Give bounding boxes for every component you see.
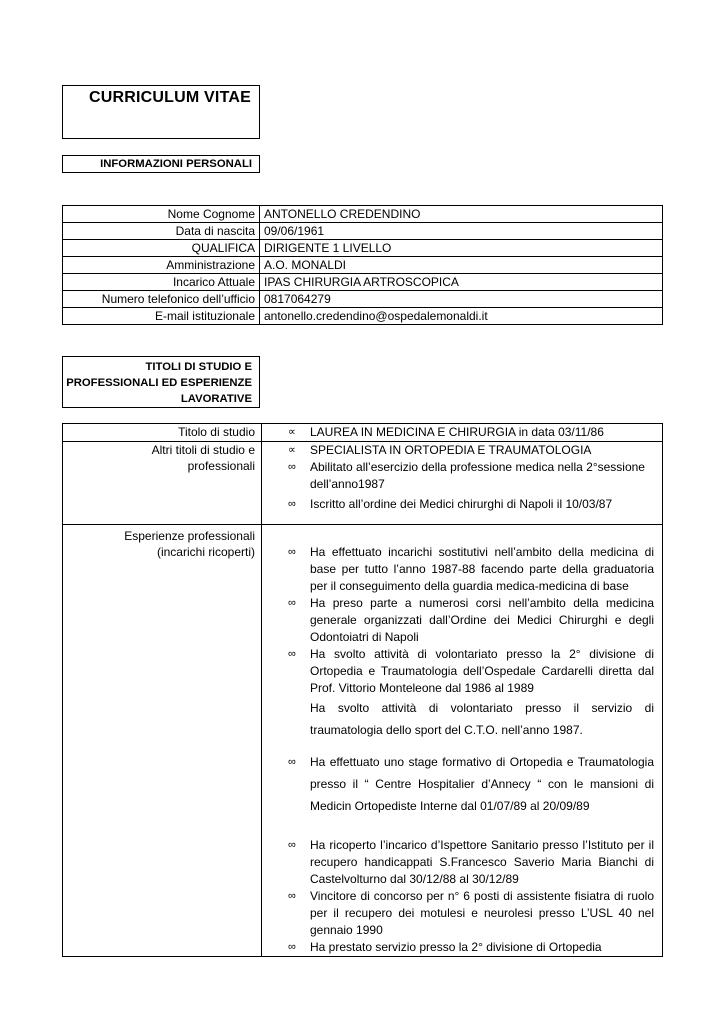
- label-line: professionali: [187, 459, 255, 473]
- bullet-icon: ∞: [288, 941, 296, 953]
- field-label: Nome Cognome: [63, 206, 260, 223]
- table-row: [63, 308, 663, 325]
- section-heading-line: PROFESSIONALI ED ESPERIENZE: [66, 377, 252, 389]
- paragraph-text: Ha svolto attività di volontariato presso il servizio di traumatologia dello sport del C.T.O. nell’anno 1987.: [310, 701, 654, 737]
- bullet-icon: ∞: [288, 546, 296, 558]
- table-row: [63, 240, 663, 257]
- personal-info-table: [62, 205, 663, 325]
- item-text: Ha svolto attività di volontariato presso la 2° divisione di Ortopedia e Traumatologia dell’Ospedale Cardarelli diretta dal Prof. Vittorio Monteleone dal 1986 al 1989: [310, 647, 654, 695]
- table-row: [63, 206, 663, 223]
- item-text: Ha preso parte a numerosi corsi nell’ambito della medicina generale organizzati dall’Ordine dei Medici Chirurghi e degli Odontoiatri di Napoli: [310, 596, 654, 644]
- item-text: Abilitato all’esercizio della professione medica nella 2°sessione dell’anno1987: [310, 460, 645, 491]
- section-heading-line: TITOLI DI STUDIO E: [145, 361, 252, 373]
- altri-label: [63, 442, 262, 525]
- list-item: [276, 496, 654, 513]
- section-heading-line: LAVORATIVE: [180, 393, 252, 405]
- field-value: IPAS CHIRURGIA ARTROSCOPICA: [260, 274, 663, 291]
- item-text: Vincitore di concorso per n° 6 posti di assistente fisiatra di ruolo per il recupero dei motulesi e neurolesi presso L’USL 40 nel gennaio 1990: [310, 889, 654, 937]
- table-row: [63, 525, 663, 957]
- field-value: 09/06/1961: [260, 223, 663, 240]
- field-value: ANTONELLO CREDENDINO: [260, 206, 663, 223]
- section-heading-titles: [62, 356, 260, 408]
- table-row: [63, 223, 663, 240]
- list-item: [276, 888, 654, 939]
- bullet-icon: ∞: [288, 756, 296, 768]
- field-label: Numero telefonico dell’ufficio: [63, 291, 260, 308]
- list-item: [276, 544, 654, 595]
- field-value: 0817064279: [260, 291, 663, 308]
- bullet-icon: ∞: [288, 461, 296, 473]
- bullet-icon: ∞: [288, 498, 296, 510]
- esperienze-label: [63, 525, 262, 957]
- list-item: [276, 837, 654, 888]
- document-title: CURRICULUM VITAE: [88, 89, 251, 106]
- bullet-icon: ∞: [288, 648, 296, 660]
- list-item: [276, 424, 654, 441]
- list-item: [276, 939, 654, 956]
- table-row: [63, 257, 663, 274]
- table-row: [63, 442, 663, 525]
- title-box: [62, 85, 260, 139]
- esperienze-cell: [262, 525, 663, 957]
- item-text: Ha effettuato incarichi sostitutivi nell’ambito della medicina di base per tutto l’anno 1987-88 facendo parte della graduatoria per il conseguimento della guardia medica-medicina di base: [310, 545, 654, 593]
- label-line: Altri titoli di studio e: [151, 443, 255, 457]
- label-line: Esperienze professionali: [124, 529, 255, 543]
- field-value: DIRIGENTE 1 LIVELLO: [260, 240, 663, 257]
- field-value: A.O. MONALDI: [260, 257, 663, 274]
- bullet-icon: ∝: [288, 426, 296, 438]
- education-table: [62, 423, 663, 957]
- altri-cell: [262, 442, 663, 525]
- field-label: Incarico Attuale: [63, 274, 260, 291]
- list-item: [276, 751, 654, 817]
- section-heading-personal: INFORMAZIONI PERSONALI: [62, 155, 260, 173]
- bullet-icon: ∞: [288, 597, 296, 609]
- bullet-icon: ∞: [288, 890, 296, 902]
- table-row: [63, 274, 663, 291]
- bullet-icon: ∝: [288, 444, 296, 456]
- field-label: Data di nascita: [63, 223, 260, 240]
- list-item: [276, 442, 654, 459]
- titolo-cell: [262, 424, 663, 442]
- titolo-label: Titolo di studio: [63, 424, 262, 442]
- item-text: Ha effettuato uno stage formativo di Ortopedia e Traumatologia presso il “ Centre Hospitalier d’Annecy “ con le mansioni di Medicin Ortopediste Interne dal 01/07/89 al 20/09/89: [310, 755, 654, 813]
- field-label: Amministrazione: [63, 257, 260, 274]
- item-text: Ha prestato servizio presso la 2° divisione di Ortopedia: [310, 940, 602, 954]
- field-label: E-mail istituzionale: [63, 308, 260, 325]
- table-row: [63, 424, 663, 442]
- item-text: SPECIALISTA IN ORTOPEDIA E TRAUMATOLOGIA: [310, 443, 592, 457]
- table-row: [63, 291, 663, 308]
- email-value: antonello.credendino@ospedalemonaldi.it: [260, 308, 663, 325]
- bullet-icon: ∞: [288, 839, 296, 851]
- item-text: Ha ricoperto l’incarico d’Ispettore Sanitario presso l’Istituto per il recupero handicappati S.Francesco Saverio Maria Bianchi di Castelvolturno dal 30/12/88 al 30/12/89: [310, 838, 654, 886]
- label-line: (incarichi ricoperti): [156, 545, 255, 559]
- item-text: Iscritto all’ordine dei Medici chirurghi di Napoli il 10/03/87: [310, 497, 613, 511]
- field-label: QUALIFICA: [63, 240, 260, 257]
- list-item: [276, 646, 654, 697]
- item-text: LAUREA IN MEDICINA E CHIRURGIA in data 03/11/86: [310, 425, 604, 439]
- list-item: [276, 459, 654, 493]
- list-item: [276, 595, 654, 646]
